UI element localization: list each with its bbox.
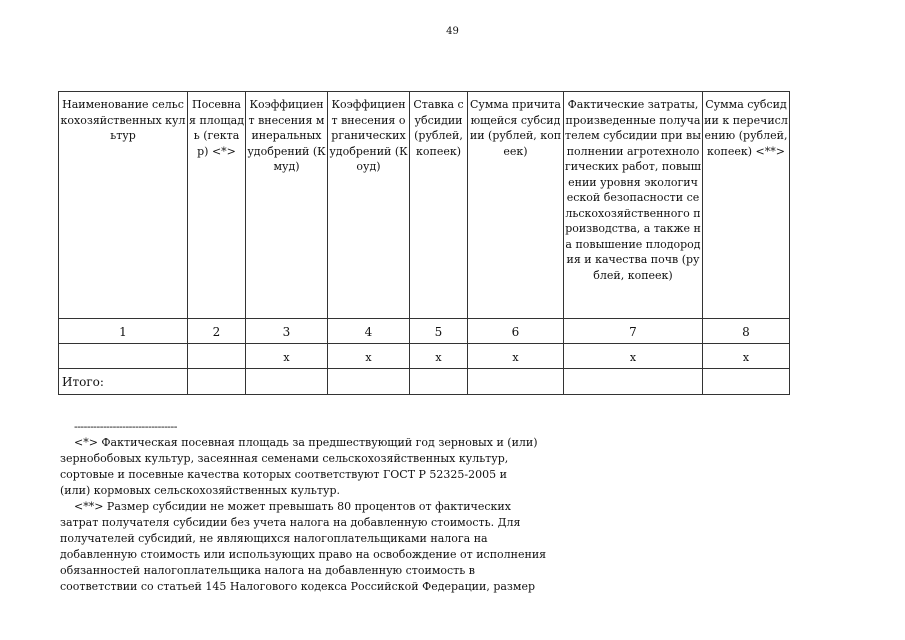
column-number: 2 bbox=[188, 319, 246, 344]
footnote-line: <*> Фактическая посевная площадь за предшествующий год зерновых и (или) bbox=[74, 436, 538, 449]
footnotes bbox=[60, 419, 550, 595]
table-cell bbox=[59, 344, 188, 369]
header-crop-name: Наименование сельскохозяйственных культур bbox=[59, 92, 188, 319]
table-cell bbox=[410, 369, 468, 395]
column-number: 8 bbox=[703, 319, 790, 344]
column-number: 6 bbox=[468, 319, 564, 344]
table-cell bbox=[328, 369, 410, 395]
header-sown-area: Посевная площадь (гектар) <*> bbox=[188, 92, 246, 319]
footnote-line: соответствии со статьей 145 Налогового кодекса Российской Федерации, размер bbox=[60, 580, 536, 593]
header-transfer-amount: Сумма субсидии к перечислению (рублей, копеек) <**> bbox=[703, 92, 790, 319]
footnote-separator: -------------------------------- bbox=[74, 420, 177, 433]
total-row bbox=[59, 369, 790, 395]
column-number: 5 bbox=[410, 319, 468, 344]
table-cell: x bbox=[564, 344, 703, 369]
table-cell bbox=[564, 369, 703, 395]
header-mineral-coefficient: Коэффициент внесения минеральных удобрений (Кмуд) bbox=[246, 92, 328, 319]
column-number: 4 bbox=[328, 319, 410, 344]
table-row bbox=[59, 344, 790, 369]
footnote-line: зернобобовых культур, засеянная семенами сельскохозяйственных культур, bbox=[60, 452, 509, 465]
table-cell: x bbox=[246, 344, 328, 369]
column-number: 1 bbox=[59, 319, 188, 344]
footnote-line: <**> Размер субсидии не может превышать 80 процентов от фактических bbox=[74, 500, 511, 513]
table-cell: x bbox=[703, 344, 790, 369]
subsidy-table bbox=[58, 91, 790, 395]
footnote-line: сортовые и посевные качества которых соответствуют ГОСТ Р 52325-2005 и bbox=[60, 468, 507, 481]
total-label: Итого: bbox=[59, 369, 188, 395]
footnote-line: обязанностей налогоплательщика налога на добавленную стоимость в bbox=[60, 564, 475, 577]
table-header-row bbox=[59, 92, 790, 319]
column-number: 3 bbox=[246, 319, 328, 344]
table-cell: x bbox=[410, 344, 468, 369]
footnote-line: добавленную стоимость или использующих право на освобождение от исполнения bbox=[60, 548, 547, 561]
header-actual-costs: Фактические затраты, произведенные получателем субсидии при выполнении агротехнологических работ, повышении уровня экологической безопасности сельскохозяйственного производства, а также на повышение плодородия и качества почв (рублей, копеек) bbox=[564, 92, 703, 319]
table-cell bbox=[246, 369, 328, 395]
footnote-line: получателей субсидий, не являющихся налогоплательщиками налога на bbox=[60, 532, 488, 545]
table-cell bbox=[703, 369, 790, 395]
footnote-line: затрат получателя субсидии без учета налога на добавленную стоимость. Для bbox=[60, 516, 521, 529]
table-cell bbox=[188, 369, 246, 395]
column-number: 7 bbox=[564, 319, 703, 344]
table-cell: x bbox=[328, 344, 410, 369]
footnote-line: (или) кормовых сельскохозяйственных культур. bbox=[60, 484, 340, 497]
header-subsidy-rate: Ставка субсидии (рублей, копеек) bbox=[410, 92, 468, 319]
header-organic-coefficient: Коэффициент внесения органических удобрений (Коуд) bbox=[328, 92, 410, 319]
table-cell: x bbox=[468, 344, 564, 369]
table-cell bbox=[188, 344, 246, 369]
table-cell bbox=[468, 369, 564, 395]
page-number: 49 bbox=[446, 26, 459, 37]
header-due-subsidy: Сумма причитающейся субсидии (рублей, копеек) bbox=[468, 92, 564, 319]
column-number-row bbox=[59, 319, 790, 344]
